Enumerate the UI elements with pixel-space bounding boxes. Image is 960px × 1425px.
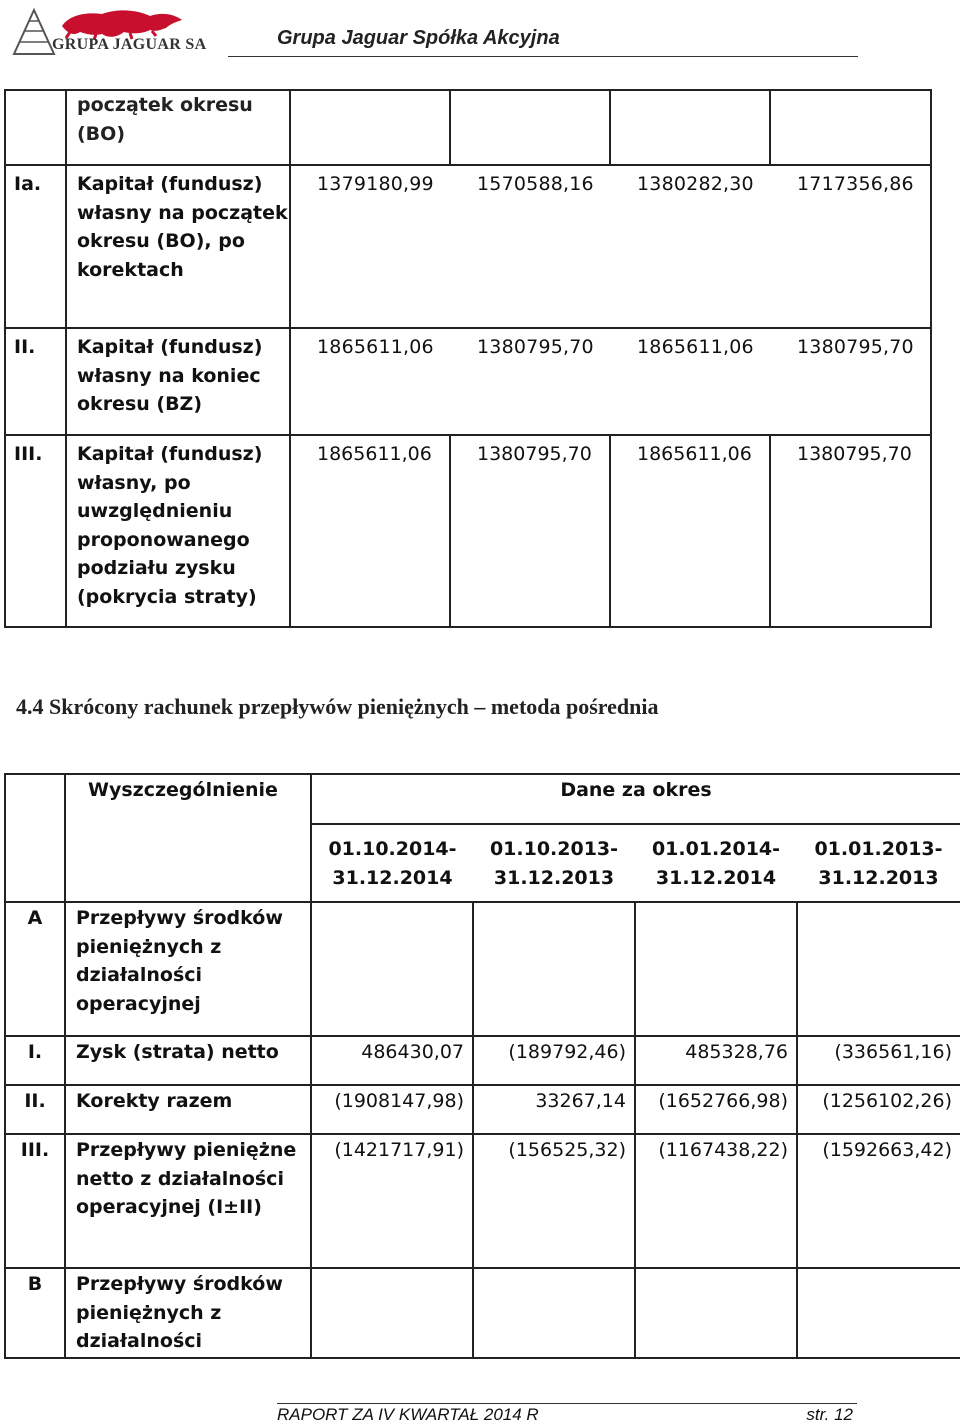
value-cell: 1865611,06: [610, 435, 770, 627]
value-group: [290, 328, 931, 435]
value-cell: 1865611,06: [290, 435, 450, 627]
value-cell: [635, 1268, 797, 1358]
table-row: [5, 90, 931, 165]
column-header-period: Dane za okres: [311, 774, 960, 824]
row-label: Przepływy pieniężne netto z działalności operacyjnej (I±II): [65, 1134, 311, 1268]
value-cell: (336561,16): [797, 1036, 960, 1085]
row-label: Przepływy środków pieniężnych z działalności operacyjnej: [65, 902, 311, 1036]
row-number: [5, 90, 66, 165]
footer-report-title: RAPORT ZA IV KWARTAŁ 2014 R: [277, 1405, 539, 1424]
row-label: Kapitał (fundusz) własny na początek okresu (BO), po korektach: [66, 165, 290, 328]
table-row: [5, 165, 931, 328]
empty-cell: [65, 824, 311, 902]
table-row: [5, 1268, 960, 1358]
value-cell: 486430,07: [311, 1036, 473, 1085]
row-number: I.: [5, 1036, 65, 1085]
row-number: A: [5, 902, 65, 1036]
value-cell: 33267,14: [473, 1085, 635, 1134]
section-title: 4.4 Skrócony rachunek przepływów pieniężnych – metoda pośrednia: [16, 694, 659, 719]
value-cell: 1570588,16: [477, 173, 594, 195]
page-footer: [277, 1403, 857, 1425]
page-header: [0, 0, 960, 62]
value-cell: [635, 902, 797, 1036]
value-cell: (1167438,22): [635, 1134, 797, 1268]
value-group: [290, 165, 931, 328]
value-cell: [311, 1268, 473, 1358]
value-cell: 1717356,86: [797, 173, 914, 195]
value-cell: 1380795,70: [450, 435, 610, 627]
row-label: Kapitał (fundusz) własny, po uwzględnieniu proponowanego podziału zysku (pokrycia straty): [66, 435, 290, 627]
equity-table: [4, 89, 932, 628]
value-cell: 1865611,06: [317, 336, 434, 358]
value-cell: 1379180,99: [317, 173, 434, 195]
row-number: II.: [5, 328, 66, 435]
table-row: [5, 435, 931, 627]
empty-cell: [5, 824, 65, 902]
value-cell: (156525,32): [473, 1134, 635, 1268]
period-header: 01.10.2013-31.12.2013: [473, 824, 635, 902]
row-label: początek okresu (BO): [66, 90, 290, 165]
value-cell: (1652766,98): [635, 1085, 797, 1134]
value-cell: [290, 90, 450, 165]
row-label: Przepływy środków pieniężnych z działalności: [65, 1268, 311, 1358]
header-divider: [228, 56, 858, 57]
value-cell: 1380795,70: [770, 435, 931, 627]
table-header-row: [5, 824, 960, 902]
value-cell: 1380795,70: [477, 336, 594, 358]
value-cell: [473, 1268, 635, 1358]
row-number: III.: [5, 435, 66, 627]
period-header: 01.01.2014-31.12.2014: [635, 824, 797, 902]
value-cell: [450, 90, 610, 165]
logo-text: GRUPA JAGUAR SA: [52, 36, 207, 53]
row-label: Kapitał (fundusz) własny na koniec okresu (BZ): [66, 328, 290, 435]
table-row: [5, 902, 960, 1036]
page-number: str. 12: [806, 1405, 853, 1424]
table-row: [5, 1036, 960, 1085]
value-cell: (1908147,98): [311, 1085, 473, 1134]
table-row: [5, 328, 931, 435]
row-number: B: [5, 1268, 65, 1358]
column-header-description: Wyszczególnienie: [65, 774, 311, 824]
value-cell: 1865611,06: [637, 336, 754, 358]
value-cell: [770, 90, 931, 165]
value-cell: [311, 902, 473, 1036]
empty-cell: [5, 774, 65, 824]
value-cell: (1256102,26): [797, 1085, 960, 1134]
value-cell: 1380282,30: [637, 173, 754, 195]
row-number: III.: [5, 1134, 65, 1268]
value-cell: [473, 902, 635, 1036]
row-label: Zysk (strata) netto: [65, 1036, 311, 1085]
table-header-row: [5, 774, 960, 824]
table-row: [5, 1085, 960, 1134]
value-cell: [610, 90, 770, 165]
row-number: Ia.: [5, 165, 66, 328]
row-number: II.: [5, 1085, 65, 1134]
value-cell: (1592663,42): [797, 1134, 960, 1268]
value-cell: 485328,76: [635, 1036, 797, 1085]
cash-flow-table: [4, 773, 960, 1359]
header-title: Grupa Jaguar Spółka Akcyjna: [277, 27, 560, 49]
period-header: 01.10.2014-31.12.2014: [311, 824, 473, 902]
value-cell: 1380795,70: [797, 336, 914, 358]
value-cell: [797, 902, 960, 1036]
table-row: [5, 1134, 960, 1268]
value-cell: (1421717,91): [311, 1134, 473, 1268]
value-cell: [797, 1268, 960, 1358]
row-label: Korekty razem: [65, 1085, 311, 1134]
period-header: 01.01.2013-31.12.2013: [797, 824, 960, 902]
value-cell: (189792,46): [473, 1036, 635, 1085]
